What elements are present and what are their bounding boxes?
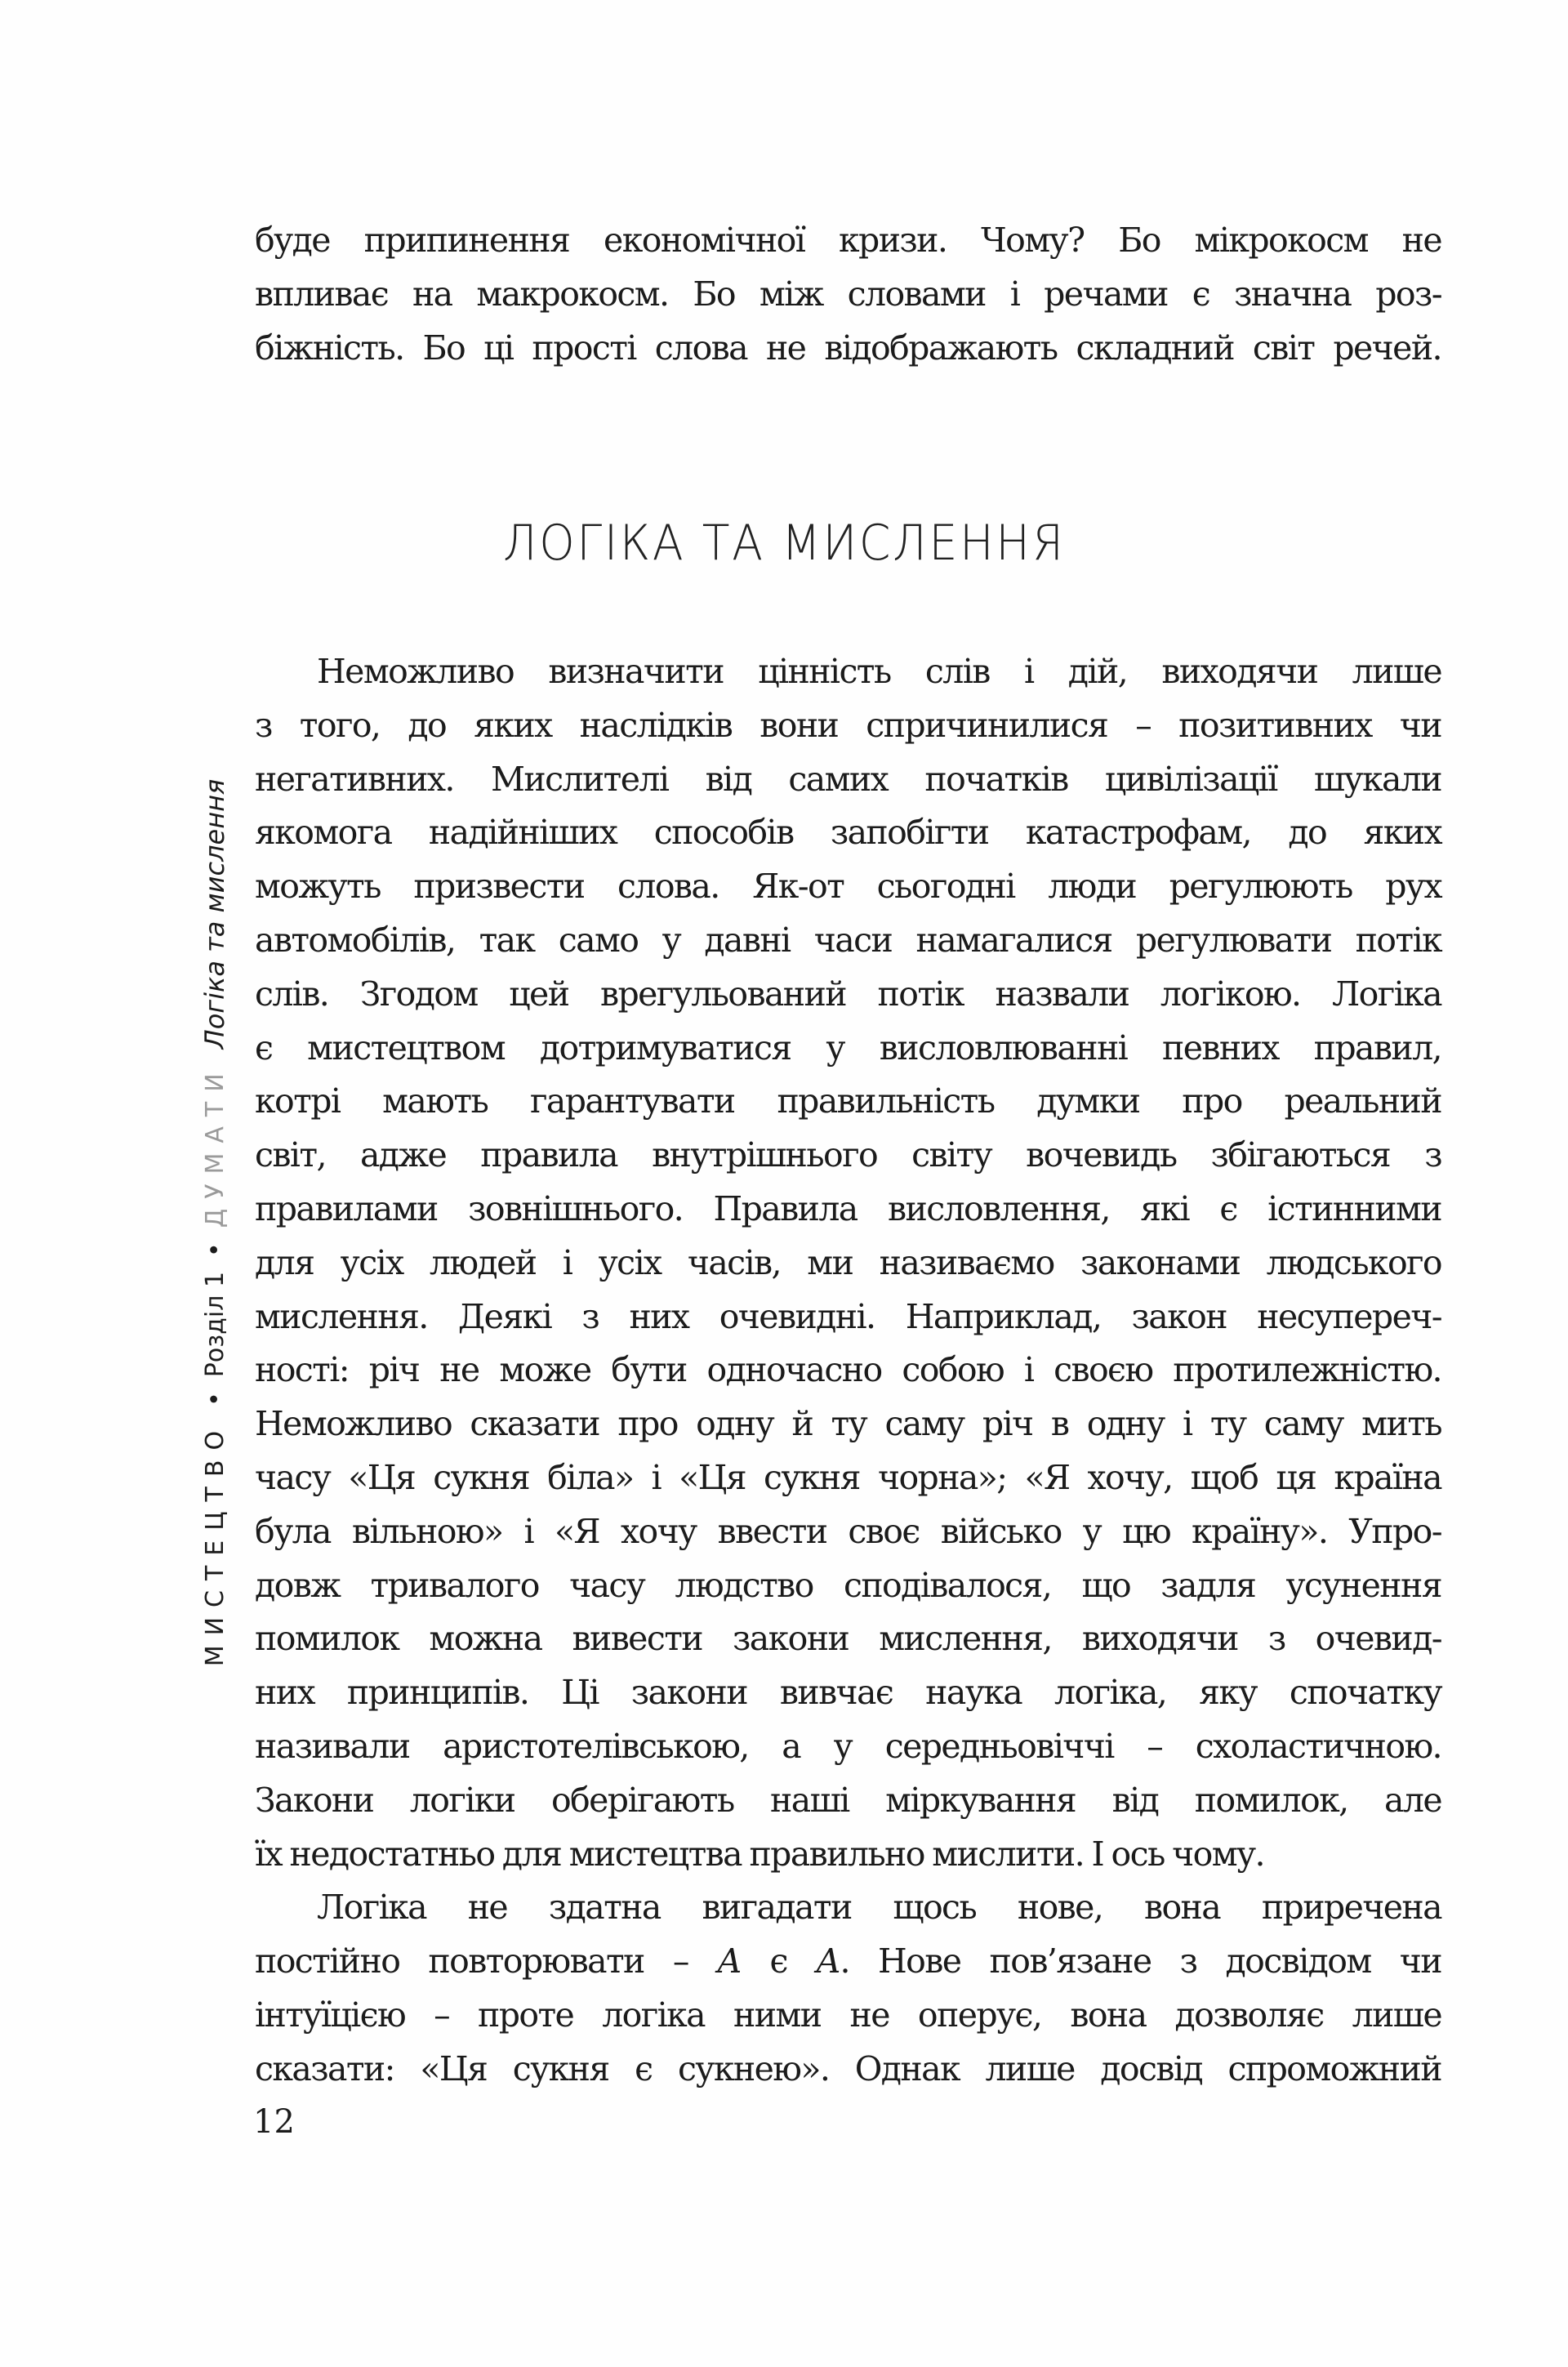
running-head-chapter-title: ДУМАТИ bbox=[200, 1063, 229, 1228]
text-line: є мистецтвом дотримуватися у висловлюванні певних правил, bbox=[255, 1027, 1441, 1068]
text-line: слів. Згодом цей врегульований потік назвали логікою. Логіка bbox=[255, 974, 1441, 1014]
text-segment: . Нове пов’язане з досвідом чи bbox=[840, 1941, 1441, 1981]
running-head-chapter: Розділ 1 bbox=[200, 1271, 229, 1378]
text-line: якомога надійніших способів запобігти катастрофам, до яких bbox=[255, 813, 1441, 853]
text-line: біжність. Бо ці прості слова не відображають складний світ речей. bbox=[255, 328, 1441, 368]
text-line: негативних. Мислителі від самих початків цивілізації шукали bbox=[255, 759, 1441, 799]
section-heading bbox=[0, 515, 1568, 572]
text-line: впливає на макрокосм. Бо між словами і речами є значна роз- bbox=[255, 274, 1441, 314]
text-line: ності: річ не може бути одночасно собою і своєю протилежністю. bbox=[255, 1350, 1441, 1390]
running-head-book: МИСТЕЦТВО bbox=[200, 1420, 229, 1667]
text-line: сказати: «Ця сукня є сукнею». Однак лише досвід спроможний bbox=[255, 2048, 1441, 2088]
text-line: довж тривалого часу людство сподівалося, що задля усунення bbox=[255, 1565, 1441, 1605]
text-line: Закони логіки оберігають наші міркування від помилок, але bbox=[255, 1780, 1441, 1820]
paragraph-1 bbox=[255, 645, 1441, 1881]
text-line: для усіх людей і усіх часів, ми називаємо законами людського bbox=[255, 1242, 1441, 1282]
text-line: Логіка не здатна вигадати щось нове, вона приречена bbox=[317, 1888, 1441, 1928]
main-text bbox=[255, 645, 1441, 2097]
text-line: правилами зовнішнього. Правила висловлення, які є істинними bbox=[255, 1188, 1441, 1228]
italic-variable: А bbox=[716, 1941, 742, 1981]
text-line: Неможливо сказати про одну й ту саму річ в одну і ту саму мить bbox=[255, 1404, 1441, 1444]
text-line: них принципів. Ці закони вивчає наука логіка, яку спочатку bbox=[255, 1673, 1441, 1713]
text-line: мислення. Деякі з них очевидні. Наприклад, закон несупереч- bbox=[255, 1296, 1441, 1336]
text-line: Неможливо визначити цінність слів і дій, виходячи лише bbox=[317, 652, 1441, 691]
text-line: буде припинення економічної кризи. Чому? Бо мікрокосм не bbox=[255, 221, 1441, 260]
text-line: інтуїцією – проте логіка ними не оперує, вона дозволяє лише bbox=[255, 1995, 1441, 2035]
text-line: їх недостатньо для мистецтва правильно мислити. І ось чому. bbox=[255, 1834, 1264, 1874]
text-line: можуть призвести слова. Як-от сьогодні люди регулюють рух bbox=[255, 867, 1441, 907]
text-line: часу «Ця сукня біла» і «Ця сукня чорна»; «Я хочу, щоб ця країна bbox=[255, 1457, 1441, 1497]
page-number: 12 bbox=[253, 2103, 295, 2141]
text-line bbox=[255, 1935, 1441, 1989]
text-segment: є bbox=[741, 1941, 816, 1981]
section-heading-text: ЛОГІКА ТА МИСЛЕННЯ bbox=[502, 515, 1066, 572]
text-segment: постійно повторювати – bbox=[255, 1941, 717, 1981]
paragraph-2 bbox=[255, 1881, 1441, 2096]
text-line: помилок можна вивести закони мислення, виходячи з очевид- bbox=[255, 1619, 1441, 1659]
text-line: автомобілів, так само у давні часи намагалися регулювати потік bbox=[255, 920, 1441, 960]
text-line: котрі мають гарантувати правильність думки про реальний bbox=[255, 1081, 1441, 1121]
text-line: світ, адже правила внутрішнього світу вочевидь збігаються з bbox=[255, 1135, 1441, 1175]
bullet-icon: • bbox=[200, 1242, 229, 1257]
text-line: називали аристотелівською, а у середньовіччі – схоластичною. bbox=[255, 1726, 1441, 1766]
running-head-section: Логіка та мислення bbox=[199, 778, 230, 1050]
text-line: з того, до яких наслідків вони спричинилися – позитивних чи bbox=[255, 705, 1441, 745]
text-line: була вільною» і «Я хочу ввести своє військо у цю країну». Упро- bbox=[255, 1511, 1441, 1551]
italic-variable: А bbox=[816, 1941, 840, 1981]
top-paragraph bbox=[255, 214, 1441, 375]
bullet-icon: • bbox=[200, 1392, 229, 1406]
